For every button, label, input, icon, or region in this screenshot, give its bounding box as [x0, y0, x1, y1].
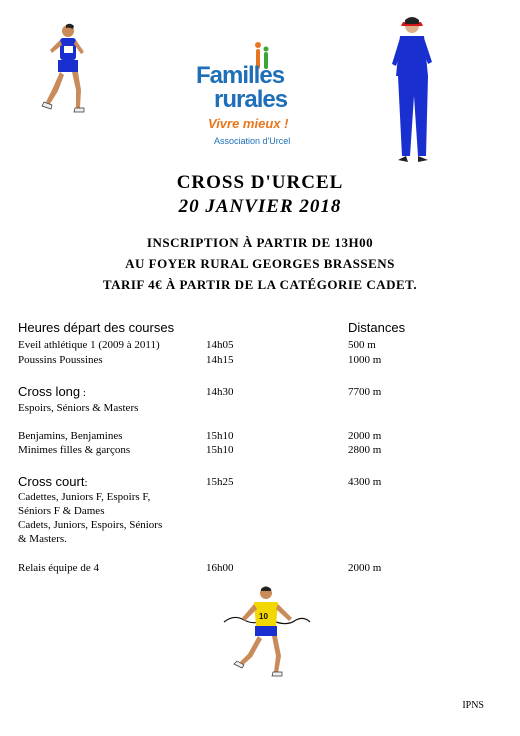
row-time: 15h10 [206, 430, 234, 442]
row-time: 14h15 [206, 354, 234, 366]
cross-long-title [18, 384, 86, 399]
info-line-1: INSCRIPTION À PARTIR DE 13H00 [146, 235, 374, 250]
cross-court-category: Cadets, Juniors, Espoirs, Séniors [18, 519, 163, 531]
cross-long-title-text: Cross long [18, 384, 81, 399]
cross-long-time: 14h30 [206, 386, 234, 398]
row-distance: 2000 m [348, 430, 382, 442]
row-distance: 2800 m [348, 444, 382, 456]
row-label: Minimes filles & garçons [18, 444, 131, 456]
event-title: CROSS D'URCEL [176, 172, 344, 193]
logo-line-1: Familles [196, 62, 285, 89]
info-line-3: TARIF 4€ À PARTIR DE LA CATÉGORIE CADET. [102, 277, 418, 292]
row-label: Poussins Poussines [18, 354, 103, 366]
familles-rurales-logo [178, 40, 328, 150]
cross-court-colon: : [84, 477, 88, 489]
bib-number: 10 [259, 612, 268, 621]
header-distances: Distances [348, 320, 406, 335]
cross-court-category: Séniors F & Dames [18, 505, 105, 517]
row-time: 15h10 [206, 444, 234, 456]
logo-line-2: rurales [214, 86, 288, 113]
runner-left-illustration [38, 22, 92, 118]
cross-court-title [18, 474, 88, 489]
walker-right-illustration [384, 14, 440, 164]
logo-association: Association d'Urcel [214, 136, 291, 146]
cross-court-distance: 4300 m [348, 476, 382, 488]
relay-distance: 2000 m [348, 562, 382, 574]
row-distance: 500 m [348, 339, 376, 351]
row-time: 14h05 [206, 339, 234, 351]
row-label: Eveil athlétique 1 (2009 à 2011) [18, 339, 160, 351]
row-distance: 1000 m [348, 354, 382, 366]
relay-time: 16h00 [206, 562, 234, 574]
header-start-times: Heures départ des courses [18, 320, 175, 335]
cross-court-category: & Masters. [18, 533, 67, 545]
finish-runner-illustration [222, 584, 312, 680]
cross-long-colon: : [80, 387, 86, 399]
event-date: 20 JANVIER 2018 [178, 196, 342, 217]
relay-label: Relais équipe de 4 [18, 562, 99, 574]
info-line-2: AU FOYER RURAL GEORGES BRASSENS [125, 256, 395, 271]
cross-court-category: Cadettes, Juniors F, Espoirs F, [18, 491, 151, 503]
footer-ipns: IPNS [462, 700, 484, 711]
row-label: Benjamins, Benjamines [18, 430, 123, 442]
cross-long-categories: Espoirs, Séniors & Masters [18, 402, 139, 414]
cross-long-distance: 7700 m [348, 386, 382, 398]
cross-court-time: 15h25 [206, 476, 234, 488]
logo-tagline: Vivre mieux ! [208, 116, 289, 131]
cross-court-title-text: Cross court [18, 474, 85, 489]
